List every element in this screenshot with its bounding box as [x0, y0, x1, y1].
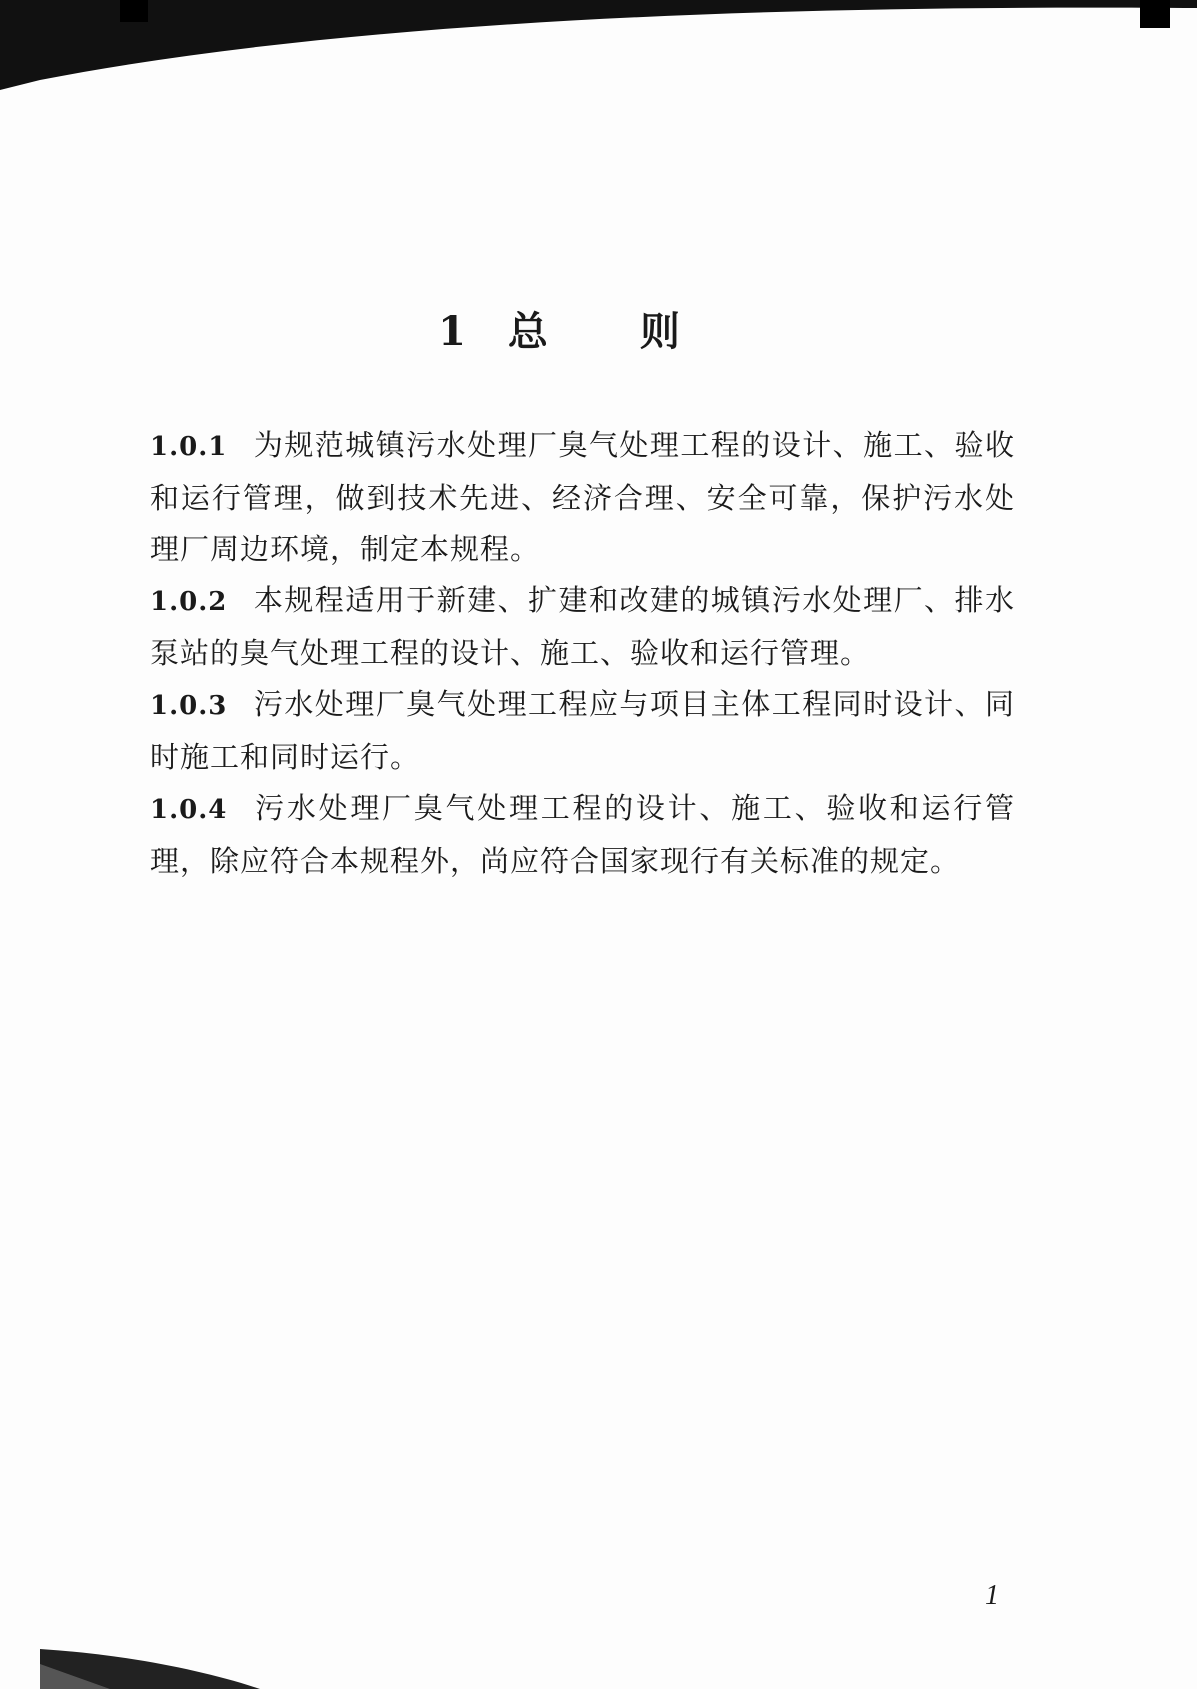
clause-number: 1.0.1 — [150, 432, 228, 462]
clause-1-0-3 — [150, 679, 1015, 783]
chapter-title — [0, 300, 1120, 357]
chapter-number: 1 — [438, 308, 468, 355]
clause-number: 1.0.4 — [150, 795, 228, 825]
clause-1-0-1 — [150, 420, 1015, 575]
clause-number: 1.0.2 — [150, 587, 228, 617]
scan-edge-shadow-bottom — [0, 1629, 1197, 1689]
clause-text: 本规程适用于新建、扩建和改建的城镇污水处理厂、排水泵站的臭气处理工程的设计、施工、验收和运行管理。 — [150, 583, 1015, 670]
scan-edge-shadow-top — [0, 0, 1197, 90]
clause-1-0-2 — [150, 575, 1015, 679]
chapter-title-part2: 则 — [639, 308, 682, 355]
clause-text: 为规范城镇污水处理厂臭气处理工程的设计、施工、验收和运行管理，做到技术先进、经济合理、安全可靠，保护污水处理厂周边环境，制定本规程。 — [150, 428, 1015, 566]
clause-number: 1.0.3 — [150, 691, 228, 721]
chapter-title-part1: 总 — [507, 308, 550, 355]
clause-text: 污水处理厂臭气处理工程应与项目主体工程同时设计、同时施工和同时运行。 — [150, 687, 1015, 774]
clause-1-0-4 — [150, 783, 1015, 887]
clauses-body — [150, 420, 1015, 887]
page-number: 1 — [985, 1580, 999, 1611]
clause-text: 污水处理厂臭气处理工程的设计、施工、验收和运行管理，除应符合本规程外，尚应符合国家现行有关标准的规定。 — [150, 791, 1015, 878]
